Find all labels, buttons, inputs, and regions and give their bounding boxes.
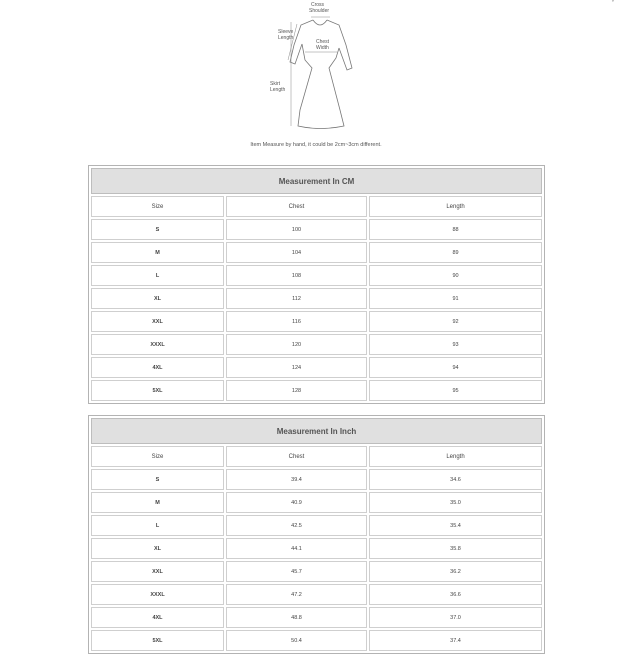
sleeve-length-label-1: Sleeve <box>278 29 294 35</box>
table-row <box>91 380 542 401</box>
size-cell: XXXL <box>91 334 224 355</box>
table-row <box>91 288 542 309</box>
table-row <box>91 219 542 240</box>
table-row <box>91 515 542 536</box>
chest-cell: 39.4 <box>226 469 367 490</box>
chest-cell: 45.7 <box>226 561 367 582</box>
chest-cell: 104 <box>226 242 367 263</box>
skirt-length-label-1: Skirt <box>270 81 280 87</box>
chest-width-label-1: Chest <box>316 39 330 45</box>
size-cell: M <box>91 242 224 263</box>
table-title: Measurement In Inch <box>91 418 542 444</box>
chest-cell: 116 <box>226 311 367 332</box>
length-cell: 94 <box>369 357 542 378</box>
size-cell: S <box>91 469 224 490</box>
size-cell: L <box>91 265 224 286</box>
chest-cell: 128 <box>226 380 367 401</box>
dress-right-sleeve <box>327 20 352 70</box>
size-cell: 5XL <box>91 630 224 651</box>
length-cell: 35.8 <box>369 538 542 559</box>
chest-width-label-2: Width <box>316 45 329 51</box>
chest-cell: 50.4 <box>226 630 367 651</box>
length-cell: 35.0 <box>369 492 542 513</box>
size-cell: L <box>91 515 224 536</box>
length-cell: 91 <box>369 288 542 309</box>
length-cell: 88 <box>369 219 542 240</box>
length-cell: 36.2 <box>369 561 542 582</box>
size-cell: S <box>91 219 224 240</box>
chest-cell: 47.2 <box>226 584 367 605</box>
table-row <box>91 584 542 605</box>
length-cell: 92 <box>369 311 542 332</box>
size-cell: XXL <box>91 561 224 582</box>
column-header-chest: Chest <box>226 446 367 467</box>
size-cell: 4XL <box>91 357 224 378</box>
cross-shoulder-label-1: Cross <box>311 2 325 8</box>
table-row <box>91 357 542 378</box>
table-row <box>91 538 542 559</box>
table-row <box>91 630 542 651</box>
table-header-row <box>91 196 542 217</box>
table-header-row <box>91 446 542 467</box>
table-title: Measurement In CM <box>91 168 542 194</box>
column-header-length: Length <box>369 446 542 467</box>
skirt-length-label-2: Length <box>270 87 286 93</box>
size-cell: 5XL <box>91 380 224 401</box>
dress-neckline <box>313 20 327 25</box>
table-row <box>91 492 542 513</box>
length-cell: 36.6 <box>369 584 542 605</box>
chest-cell: 42.5 <box>226 515 367 536</box>
size-cell: 4XL <box>91 607 224 628</box>
size-cell: XL <box>91 538 224 559</box>
length-cell: 37.4 <box>369 630 542 651</box>
table-row <box>91 311 542 332</box>
size-cell: XXXL <box>91 584 224 605</box>
dress-left-sleeve <box>290 20 313 64</box>
chest-cell: 48.8 <box>226 607 367 628</box>
sleeve-length-label-2: Length <box>278 35 294 41</box>
size-cell: XL <box>91 288 224 309</box>
table-row <box>91 242 542 263</box>
length-cell: 93 <box>369 334 542 355</box>
corner-mark: ° <box>611 0 614 6</box>
length-cell: 95 <box>369 380 542 401</box>
column-header-chest: Chest <box>226 196 367 217</box>
column-header-size: Size <box>91 446 224 467</box>
size-table-cm <box>88 165 545 404</box>
chest-cell: 112 <box>226 288 367 309</box>
length-cell: 35.4 <box>369 515 542 536</box>
length-cell: 89 <box>369 242 542 263</box>
size-table-inch <box>88 415 545 654</box>
chest-cell: 100 <box>226 219 367 240</box>
measurement-note: Item Measure by hand, it could be 2cm~3cm different. <box>250 142 382 148</box>
dress-body <box>298 44 344 129</box>
column-header-size: Size <box>91 196 224 217</box>
length-cell: 37.0 <box>369 607 542 628</box>
chest-cell: 120 <box>226 334 367 355</box>
chest-cell: 40.9 <box>226 492 367 513</box>
chest-cell: 108 <box>226 265 367 286</box>
table-row <box>91 265 542 286</box>
table-row <box>91 607 542 628</box>
chest-cell: 44.1 <box>226 538 367 559</box>
size-cell: M <box>91 492 224 513</box>
table-row <box>91 561 542 582</box>
length-cell: 90 <box>369 265 542 286</box>
table-row <box>91 469 542 490</box>
size-cell: XXL <box>91 311 224 332</box>
chest-cell: 124 <box>226 357 367 378</box>
table-row <box>91 334 542 355</box>
length-cell: 34.6 <box>369 469 542 490</box>
column-header-length: Length <box>369 196 542 217</box>
dress-measurement-diagram <box>0 0 640 140</box>
cross-shoulder-label-2: Shoulder <box>309 8 330 14</box>
